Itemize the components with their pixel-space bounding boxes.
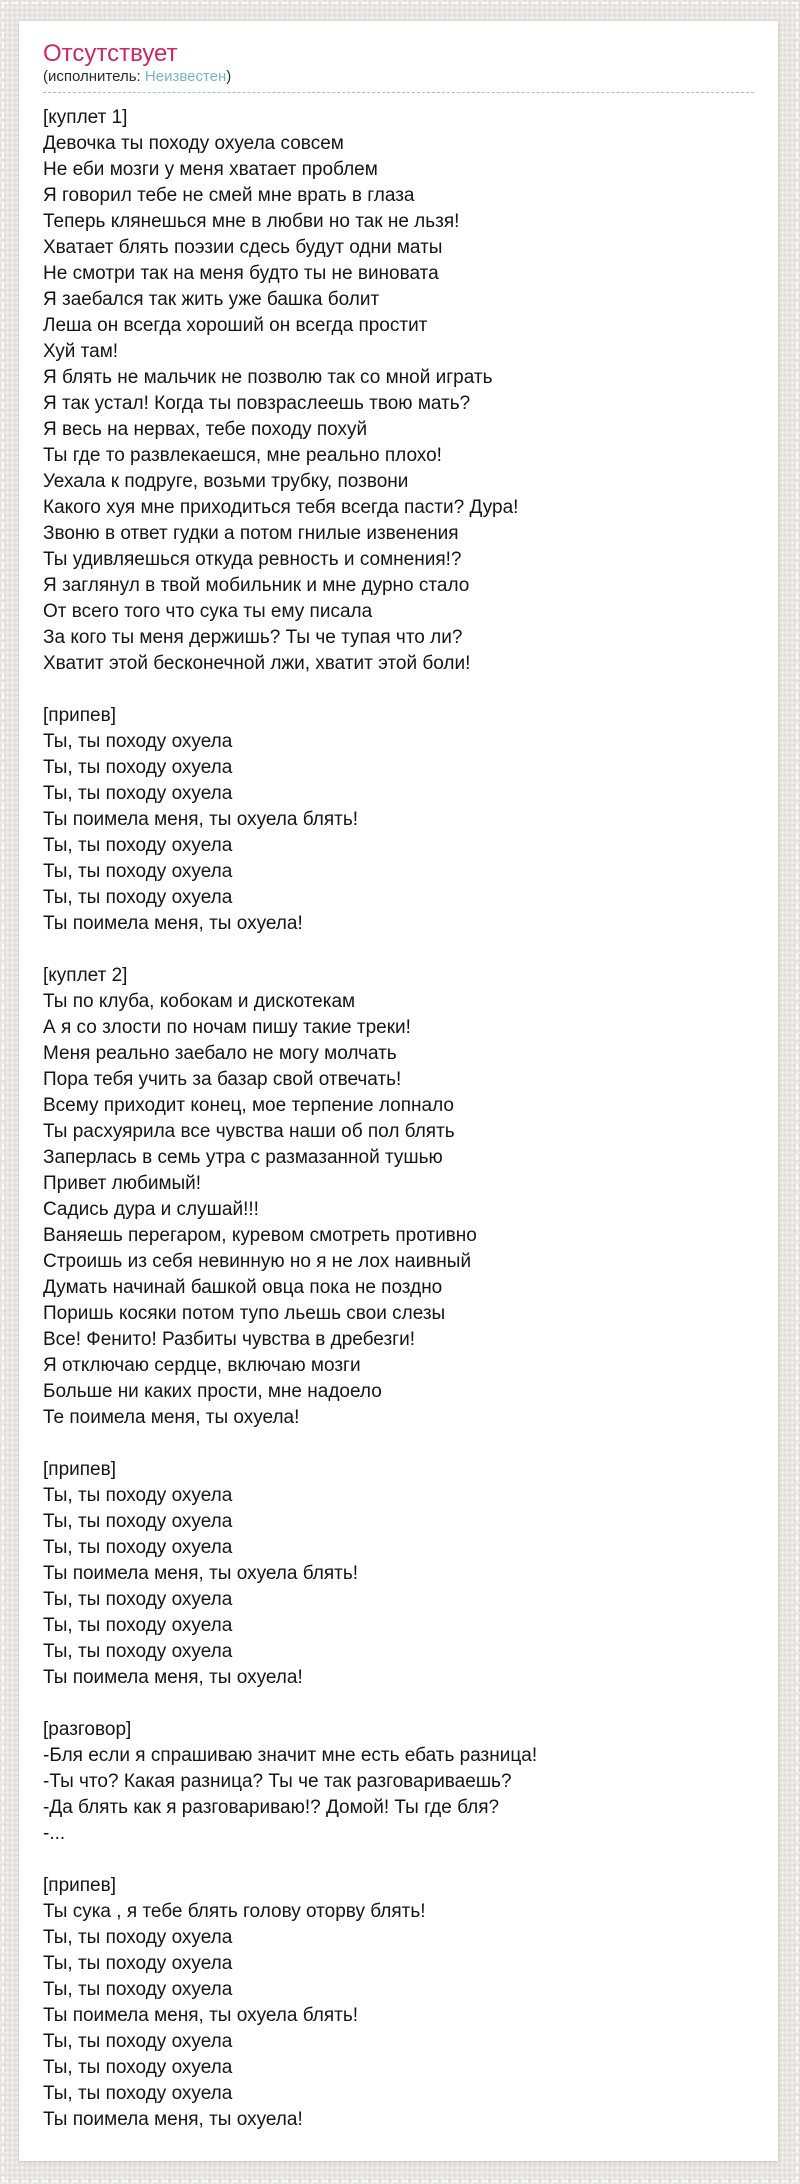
stanza (43, 1457, 754, 1691)
lyric-line: Ты поимела меня, ты охуела! (43, 1667, 303, 1688)
lyric-line: Все! Фенито! Разбиты чувства в дребезги! (43, 1329, 415, 1350)
lyric-line: Ты, ты походу охуела (43, 757, 233, 778)
lyric-line: Ты, ты походу охуела (43, 1615, 233, 1636)
lyric-line: Теперь клянешься мне в любви но так не льзя! (43, 211, 460, 232)
lyric-line: За кого ты меня держишь? Ты че тупая что ли? (43, 627, 463, 648)
artist-link[interactable]: Неизвестен (144, 68, 227, 85)
lyric-line: Садись дура и слушай!!! (43, 1199, 259, 1220)
lyric-line: Думать начинай башкой овца пока не поздно (43, 1277, 443, 1298)
lyric-line: Ты, ты походу охуела (43, 887, 233, 908)
stanza (43, 1873, 754, 2133)
lyric-line: Ты удивляешься откуда ревность и сомнения!? (43, 549, 462, 570)
lyric-line: Ты по клуба, кобокам и дискотекам (43, 991, 356, 1012)
lyric-line: Ты, ты походу охуела (43, 731, 233, 752)
stanza-label: [припев] (43, 1459, 116, 1480)
lyric-line: Не смотри так на меня будто ты не виновата (43, 263, 439, 284)
lyric-line: Привет любимый! (43, 1173, 202, 1194)
lyric-line: Не еби мозги у меня хватает проблем (43, 159, 378, 180)
lyric-line: Ты, ты походу охуела (43, 783, 233, 804)
lyric-line: Ты, ты походу охуела (43, 2057, 233, 2078)
lyric-line: Ты поимела меня, ты охуела блять! (43, 2005, 359, 2026)
lyric-line: Хватит этой бесконечной лжи, хватит этой боли! (43, 653, 471, 674)
lyric-line: Пора тебя учить за базар свой отвечать! (43, 1069, 402, 1090)
stanza (43, 703, 754, 937)
lyric-line: Ты, ты походу охуела (43, 2031, 233, 2052)
lyric-line: Строишь из себя невинную но я не лох наивный (43, 1251, 472, 1272)
lyric-line: Ты, ты походу охуела (43, 1953, 233, 1974)
lyric-line: Ты поимела меня, ты охуела! (43, 2109, 303, 2130)
lyric-line: Я заглянул в твой мобильник и мне дурно стало (43, 575, 470, 596)
lyric-line: Хватает блять поэзии сдесь будут одни маты (43, 237, 443, 258)
artist-line (43, 67, 754, 87)
song-header (43, 41, 754, 93)
lyric-line: Леша он всегда хороший он всегда простит (43, 315, 428, 336)
lyric-line: Ты, ты походу охуела (43, 1927, 233, 1948)
lyric-line: Ты, ты походу охуела (43, 1641, 233, 1662)
lyric-line: Больше ни каких прости, мне надоело (43, 1381, 382, 1402)
lyric-line: Всему приходит конец, мое терпение лопнало (43, 1095, 454, 1116)
lyric-line: Ты, ты походу охуела (43, 1511, 233, 1532)
stanza-label: [припев] (43, 1875, 116, 1896)
lyrics-text (43, 105, 754, 2133)
lyric-line: Ты расхуярила все чувства наши об пол блять (43, 1121, 455, 1142)
stanza-label: [разговор] (43, 1719, 132, 1740)
stanza (43, 1717, 754, 1847)
lyric-line: Звоню в ответ гудки а потом гнилые извенения (43, 523, 459, 544)
song-title: Отсутствует (43, 40, 178, 67)
lyric-line: Я отключаю сердце, включаю мозги (43, 1355, 361, 1376)
stanza-label: [куплет 2] (43, 965, 128, 986)
stanza-label: [припев] (43, 705, 116, 726)
lyric-line: Меня реально заебало не могу молчать (43, 1043, 397, 1064)
artist-suffix: ) (226, 68, 232, 85)
lyric-line: Какого хуя мне приходиться тебя всегда пасти? Дура! (43, 497, 519, 518)
lyric-line: Хуй там! (43, 341, 119, 362)
artist-label: (исполнитель: (43, 68, 141, 85)
lyric-line: Я заебался так жить уже башка болит (43, 289, 380, 310)
lyric-line: Ты сука , я тебе блять голову оторву блять! (43, 1901, 426, 1922)
lyric-line: -Да блять как я разговариваю!? Домой! Ты где бля? (43, 1797, 500, 1818)
lyric-line: От всего того что сука ты ему писала (43, 601, 373, 622)
lyric-line: Ты, ты походу охуела (43, 861, 233, 882)
lyric-line: Я говорил тебе не смей мне врать в глаза (43, 185, 415, 206)
lyric-line: Поришь косяки потом тупо льешь свои слезы (43, 1303, 446, 1324)
lyric-line: Ваняешь перегаром, куревом смотреть противно (43, 1225, 477, 1246)
lyric-line: -Бля если я спрашиваю значит мне есть ебать разница! (43, 1745, 538, 1766)
lyric-line: Ты поимела меня, ты охуела! (43, 913, 303, 934)
lyric-line: А я со злости по ночам пишу такие треки! (43, 1017, 411, 1038)
lyric-line: Уехала к подруге, возьми трубку, позвони (43, 471, 409, 492)
lyric-line: Ты, ты походу охуела (43, 835, 233, 856)
lyric-line: -... (43, 1823, 66, 1844)
lyric-line: Ты поимела меня, ты охуела блять! (43, 809, 359, 830)
lyric-line: Девочка ты походу охуела совсем (43, 133, 344, 154)
lyric-line: Ты, ты походу охуела (43, 1485, 233, 1506)
lyric-line: Я блять не мальчик не позволю так со мной играть (43, 367, 493, 388)
lyric-line: Ты, ты походу охуела (43, 1537, 233, 1558)
lyrics-card (19, 21, 778, 2161)
lyric-line: Ты, ты походу охуела (43, 1979, 233, 2000)
stanza (43, 105, 754, 677)
lyric-line: Те поимела меня, ты охуела! (43, 1407, 300, 1428)
lyric-line: Ты где то развлекаешся, мне реально плохо! (43, 445, 442, 466)
stanza-label: [куплет 1] (43, 107, 128, 128)
lyric-line: Я так устал! Когда ты повзраслеешь твою мать? (43, 393, 471, 414)
lyric-line: Ты, ты походу охуела (43, 2083, 233, 2104)
lyric-line: Ты, ты походу охуела (43, 1589, 233, 1610)
lyric-line: Заперлась в семь утра с размазанной тушью (43, 1147, 443, 1168)
stanza (43, 963, 754, 1431)
lyric-line: -Ты что? Какая разница? Ты че так разговариваешь? (43, 1771, 512, 1792)
lyric-line: Ты поимела меня, ты охуела блять! (43, 1563, 359, 1584)
lyric-line: Я весь на нервах, тебе походу похуй (43, 419, 368, 440)
